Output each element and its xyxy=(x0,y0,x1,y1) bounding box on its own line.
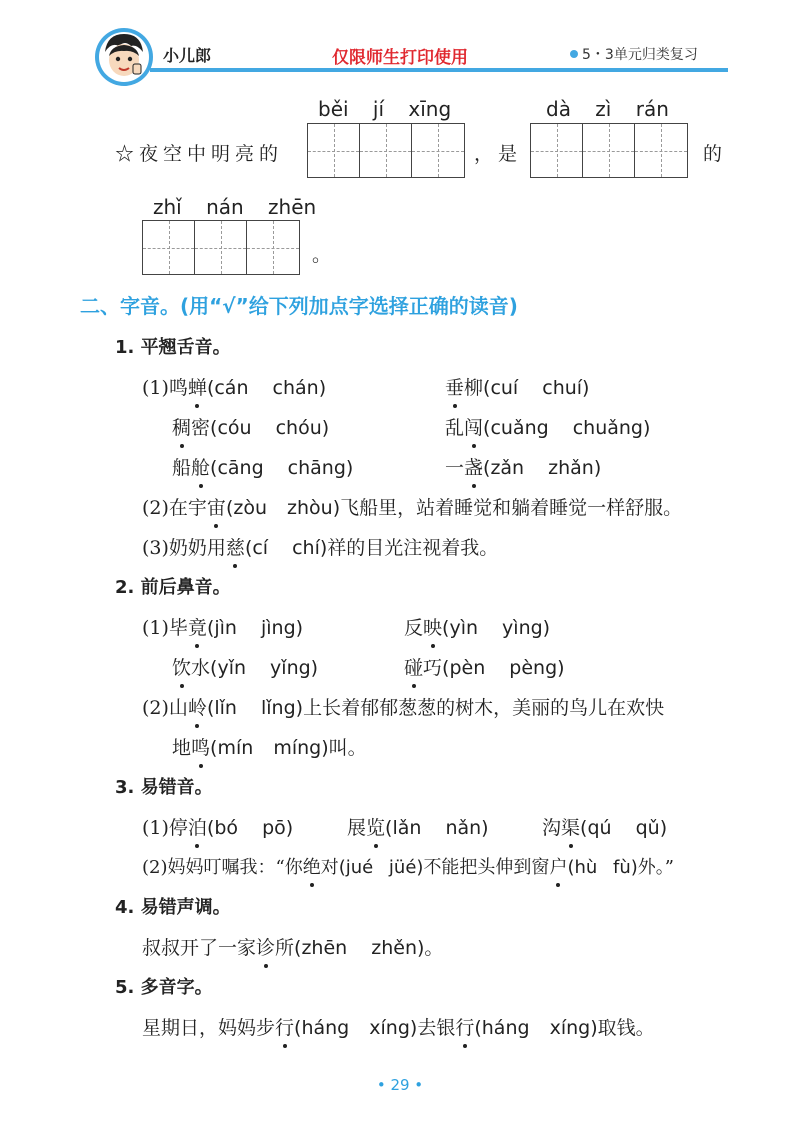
q2-item-fanying[interactable]: 反映(yìn yìng) xyxy=(404,613,550,640)
answer-grid-zhinanzhen[interactable] xyxy=(142,220,300,275)
pinyin-beijixing: běi jí xīng xyxy=(318,97,452,121)
fill-sentence-end: 的 xyxy=(703,143,728,165)
q3-item-tingbo[interactable]: (1)停泊(bó pō) xyxy=(142,813,293,840)
q4-sentence[interactable]: 叔叔开了一家诊所(zhēn zhěn)。 xyxy=(142,933,443,960)
fill-sentence-mid: ，是 xyxy=(474,143,523,165)
q1-sentence-3[interactable]: (3)奶奶用慈(cí chí)祥的目光注视着我。 xyxy=(142,533,498,560)
q2-sentence-2-cont[interactable]: 地鸣(mín míng)叫。 xyxy=(172,733,367,760)
q3-sentence-2[interactable]: (2)妈妈叮嘱我：“你绝对(jué jüé)不能把头伸到窗户(hù fù)外。” xyxy=(142,853,674,879)
q4-title: 4. 易错声调。 xyxy=(115,897,231,918)
q1-item-luanchuang[interactable]: 乱闯(cuǎng chuǎng) xyxy=(445,413,650,440)
answer-grid-daziran[interactable] xyxy=(530,123,688,178)
fill-sentence-start: ☆夜空中明亮的 xyxy=(115,143,284,165)
q5-title: 5. 多音字。 xyxy=(115,977,213,998)
q3-item-zhanlan[interactable]: 展览(lǎn nǎn) xyxy=(347,813,489,840)
print-notice: 仅限师生打印使用 xyxy=(332,48,468,68)
q1-item-chuiliu[interactable]: 垂柳(cuí chuí) xyxy=(445,373,589,400)
q1-title: 1. 平翘舌音。 xyxy=(115,337,231,358)
q2-item-bijing[interactable]: (1)毕竟(jìn jìng) xyxy=(142,613,303,640)
book-series-title: 5・3单元归类复习 xyxy=(582,47,698,63)
fill-period: 。 xyxy=(312,244,337,266)
pinyin-daziran: dà zì rán xyxy=(546,97,669,121)
q2-sentence-2[interactable]: (2)山岭(lǐn lǐng)上长着郁郁葱葱的树木，美丽的鸟儿在欢快 xyxy=(142,693,664,720)
q2-item-yinshui[interactable]: 饮水(yǐn yǐng) xyxy=(172,653,318,680)
pinyin-zhinanzhen: zhǐ nán zhēn xyxy=(153,195,317,219)
q2-title: 2. 前后鼻音。 xyxy=(115,577,231,598)
q1-item-choumi[interactable]: 稠密(cóu chóu) xyxy=(172,413,329,440)
q2-item-pengqiao[interactable]: 碰巧(pèn pèng) xyxy=(404,653,565,680)
q1-item-mingchan[interactable]: (1)鸣蝉(cán chán) xyxy=(142,373,326,400)
section-title: 二、字音。(用“√”给下列加点字选择正确的读音) xyxy=(80,294,518,318)
answer-grid-beijixing[interactable] xyxy=(307,123,465,178)
q5-sentence[interactable]: 星期日，妈妈步行(háng xíng)去银行(háng xíng)取钱。 xyxy=(142,1013,655,1040)
header-rule xyxy=(150,68,728,72)
brand-name: 小儿郎 xyxy=(163,46,212,65)
q1-item-yizhan[interactable]: 一盏(zǎn zhǎn) xyxy=(445,453,601,480)
q1-sentence-2[interactable]: (2)在宇宙(zòu zhòu)飞船里，站着睡觉和躺着睡觉一样舒服。 xyxy=(142,493,682,520)
page-number: • 29 • xyxy=(376,1076,424,1094)
boy-mascot-logo xyxy=(93,26,155,88)
header-bullet-icon xyxy=(570,50,578,58)
q3-item-gouqu[interactable]: 沟渠(qú qǔ) xyxy=(542,813,667,840)
q3-title: 3. 易错音。 xyxy=(115,777,213,798)
q1-item-chuancang[interactable]: 船舱(cāng chāng) xyxy=(172,453,353,480)
